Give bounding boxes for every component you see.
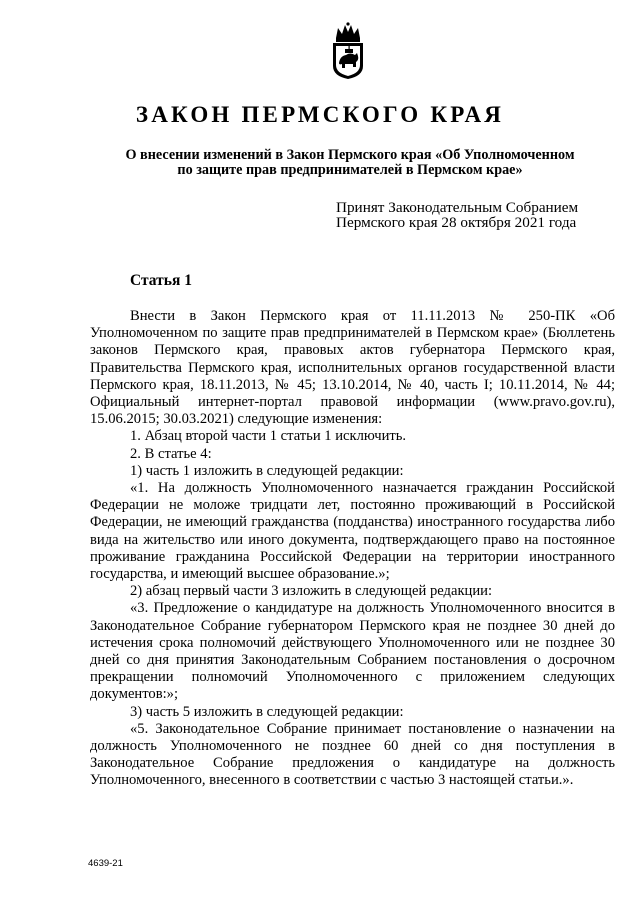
adoption-line-2: Пермского края 28 октября 2021 года bbox=[336, 214, 577, 231]
subtitle-line-1: О внесении изменений в Закон Пермского края «Об Уполномоченном bbox=[125, 147, 575, 163]
paragraph-quote-5: «5. Законодательное Собрание принимает постановление о назначении на должность Уполномоченного не позднее 60 дней со дня поступления в Законодательное Собрание предложения о кандидатуре на должность Уполномоченного, внесенного в соответствии с частью 3 настоящей статьи.». bbox=[90, 720, 615, 789]
perm-krai-coat-of-arms-icon bbox=[328, 22, 368, 80]
footer-document-code: 4639-21 bbox=[88, 858, 123, 869]
paragraph-item-2: 2. В статье 4: bbox=[130, 445, 212, 462]
adoption-line-1: Принят Законодательным Собранием bbox=[336, 199, 579, 216]
paragraph-quote-3: «3. Предложение о кандидатуре на должность Уполномоченного вносится в Законодательное Собрание губернатором Пермского края не позднее 30 дней до истечения срока полномочий действующего Уполномоченного или не позднее 30 дней со дня принятия Законодательным Собранием постановления о досрочном прекращении полномочий Уполномоченного с приложением следующих документов:»; bbox=[90, 600, 615, 703]
adoption-note bbox=[336, 200, 596, 230]
document-title: ЗАКОН ПЕРМСКОГО КРАЯ bbox=[135, 102, 505, 127]
paragraph-subitem-1: 1) часть 1 изложить в следующей редакции: bbox=[130, 462, 404, 479]
subtitle-line-2: по защите прав предпринимателей в Пермском крае» bbox=[177, 162, 523, 178]
article-body bbox=[90, 308, 615, 790]
paragraph-item-1: 1. Абзац второй части 1 статьи 1 исключить. bbox=[130, 428, 407, 445]
paragraph-quote-1: «1. На должность Уполномоченного назначается гражданин Российской Федерации не моложе тридцати лет, постоянно проживающий в Российской Федерации, не имеющий гражданства (подданства) иностранного государства либо вида на жительство или иного документа, подтверждающего право на постоянное проживание гражданина Российской Федерации на территории иностранного государства, и имеющий высшее образование.»; bbox=[90, 480, 615, 583]
paragraph-subitem-2: 2) абзац первый части 3 изложить в следующей редакции: bbox=[130, 583, 493, 600]
document-subtitle bbox=[100, 148, 600, 178]
paragraph-subitem-3: 3) часть 5 изложить в следующей редакции: bbox=[130, 703, 404, 720]
article-heading: Статья 1 bbox=[130, 272, 192, 289]
paragraph-intro: Внести в Закон Пермского края от 11.11.2013 № 250-ПК «Об Уполномоченном по защите прав предпринимателей в Пермском крае» (Бюллетень законов Пермского края, правовых актов губернатора Пермского края, Правительства Пермского края, исполнительных органов государственной власти Пермского края, 18.11.2013, № 45; 13.10.2014, № 40, часть I; 10.11.2014, № 44; Официальный интернет-портал правовой информации (www.pravo.gov.ru), 15.06.2015; 30.03.2021) следующие изменения: bbox=[90, 308, 615, 428]
